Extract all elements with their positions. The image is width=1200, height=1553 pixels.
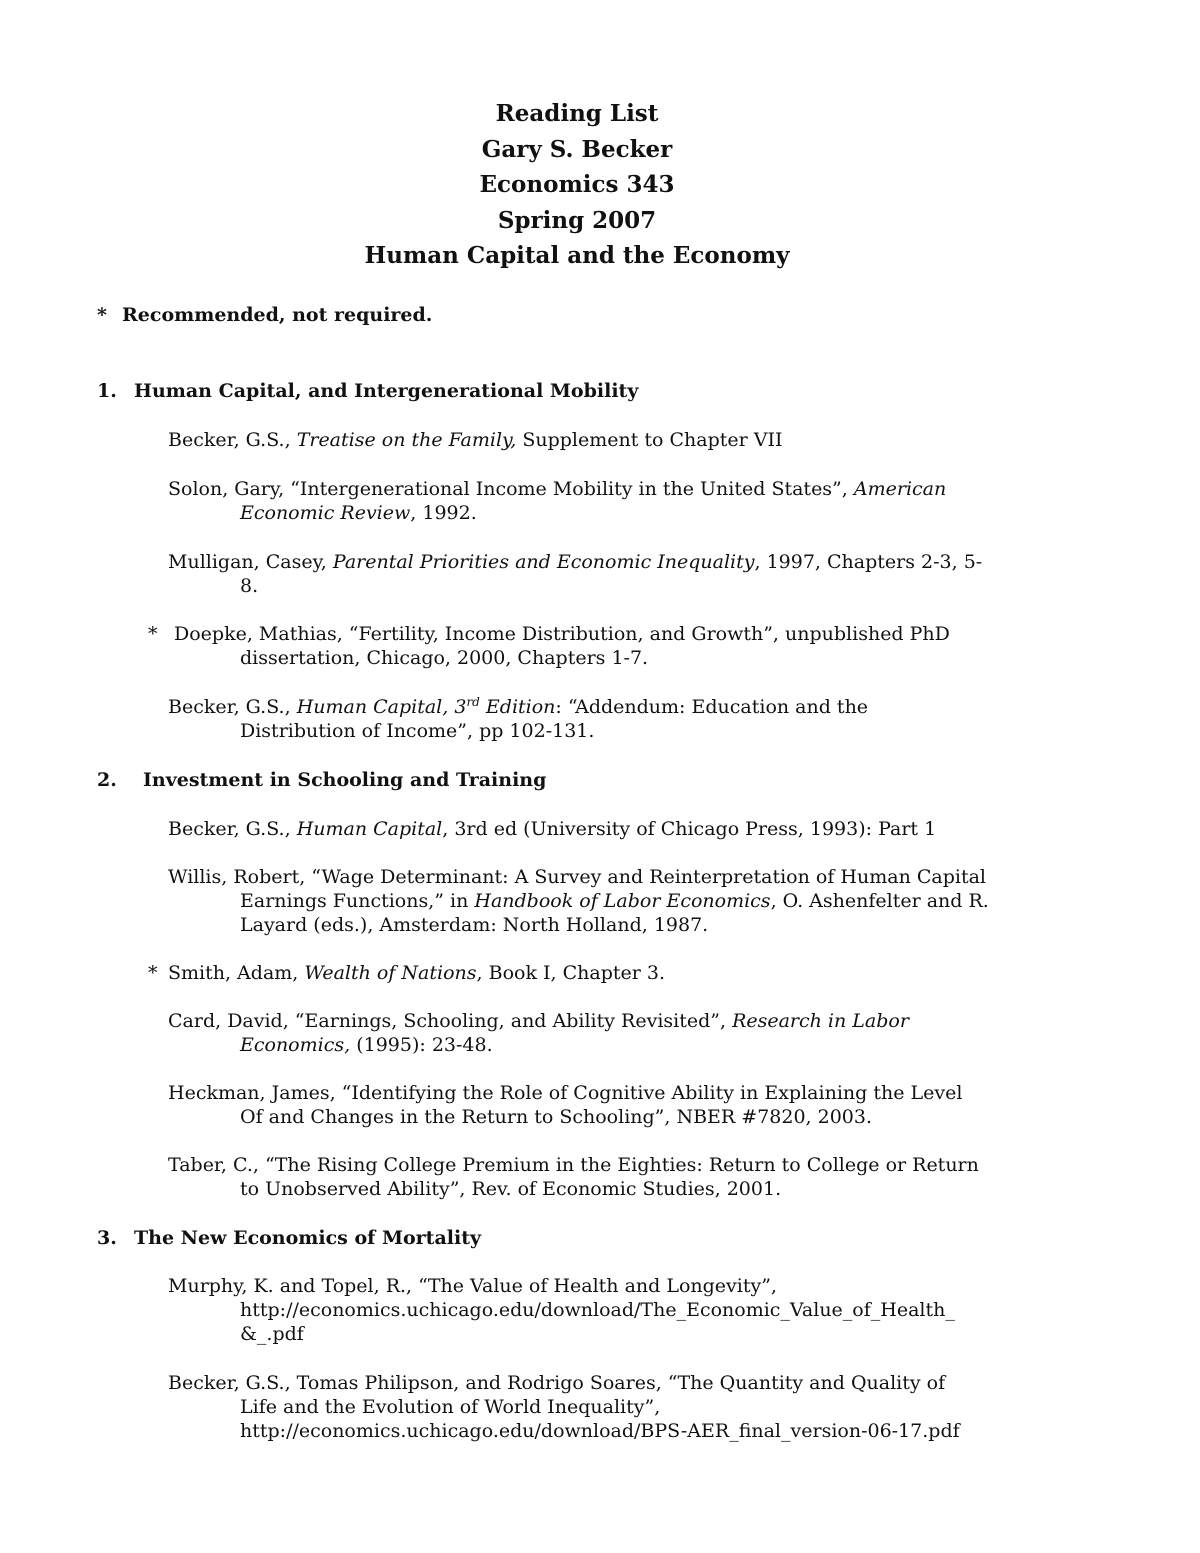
entry-author: Smith, Adam, bbox=[168, 962, 299, 984]
header-course: Economics 343 bbox=[479, 171, 675, 198]
entry-details: Distribution of Income”, pp 102-131. bbox=[240, 720, 595, 742]
entry-author: Becker, G.S., bbox=[168, 429, 291, 451]
entry-text: Earnings Functions,” in bbox=[240, 890, 469, 912]
entry-details: Supplement to Chapter VII bbox=[522, 429, 783, 451]
section-number: 1. bbox=[97, 380, 117, 402]
entry-text: Willis, Robert, “Wage Determinant: A Survey and Reinterpretation of Human Capital bbox=[168, 866, 986, 888]
entry-text: Layard (eds.), Amsterdam: North Holland, 1987. bbox=[240, 914, 709, 936]
entry-url: http://economics.uchicago.edu/download/BPS-AER_final_version-06-17.pdf bbox=[240, 1420, 960, 1442]
entry-details: : “Addendum: Education and the bbox=[555, 696, 869, 718]
entry-text: Of and Changes in the Return to Schooling”, NBER #7820, 2003. bbox=[240, 1106, 873, 1128]
reading-entry bbox=[168, 1371, 960, 1443]
entry-details: , 1997, Chapters 2-3, 5- bbox=[754, 551, 983, 573]
entry-author: Solon, Gary, bbox=[168, 478, 285, 500]
entry-text: Murphy, K. and Topel, R., “The Value of Health and Longevity”, bbox=[168, 1275, 777, 1297]
entry-details: (1995): 23-48. bbox=[356, 1034, 493, 1056]
entry-title: Wealth of Nations bbox=[304, 962, 477, 984]
section-number: 2. bbox=[97, 769, 117, 791]
entry-text: to Unobserved Ability”, Rev. of Economic Studies, 2001. bbox=[240, 1178, 782, 1200]
entry-text: Becker, G.S., Tomas Philipson, and Rodrigo Soares, “The Quantity and Quality of bbox=[168, 1372, 946, 1394]
reading-entry bbox=[174, 622, 950, 670]
header-subtitle: Human Capital and the Economy bbox=[364, 242, 790, 269]
reading-entry bbox=[168, 865, 989, 937]
header-author: Gary S. Becker bbox=[481, 135, 673, 163]
entry-author: Becker, G.S., bbox=[168, 818, 291, 840]
entry-title: Handbook of Labor Economics bbox=[474, 890, 771, 912]
entry-text: Heckman, James, “Identifying the Role of Cognitive Ability in Explaining the Level bbox=[168, 1082, 963, 1104]
entry-details: , O. Ashenfelter and R. bbox=[770, 890, 989, 912]
entry-title: Human Capital bbox=[296, 818, 443, 840]
note-star: * bbox=[97, 304, 107, 326]
entry-url: &_.pdf bbox=[240, 1323, 304, 1345]
entry-text: Doepke, Mathias, “Fertility, Income Distribution, and Growth”, unpublished PhD bbox=[174, 623, 950, 645]
entry-author: Mulligan, Casey, bbox=[168, 551, 327, 573]
reading-entry bbox=[168, 817, 936, 841]
reading-entry bbox=[168, 1153, 979, 1201]
entry-text: dissertation, Chicago, 2000, Chapters 1-7. bbox=[240, 647, 649, 669]
section-title: The New Economics of Mortality bbox=[134, 1227, 482, 1249]
entry-text: Life and the Evolution of World Inequality”, bbox=[240, 1396, 661, 1418]
entry-details: , Book I, Chapter 3. bbox=[476, 962, 665, 984]
entry-title: Parental Priorities and Economic Inequality bbox=[332, 551, 755, 573]
entry-details: 8. bbox=[240, 575, 259, 597]
reading-entry bbox=[168, 1009, 909, 1057]
entry-url: http://economics.uchicago.edu/download/The_Economic_Value_of_Health_ bbox=[240, 1299, 955, 1321]
section-number: 3. bbox=[97, 1227, 117, 1249]
entry-details: , 1992. bbox=[410, 502, 477, 524]
entry-text: Card, David, “Earnings, Schooling, and Ability Revisited”, bbox=[168, 1010, 727, 1032]
recommended-star: * bbox=[148, 623, 158, 645]
reading-entry bbox=[168, 1081, 962, 1129]
document-header bbox=[0, 96, 1154, 274]
reading-entry bbox=[168, 695, 868, 743]
entry-journal: American bbox=[853, 478, 947, 500]
entry-article: “Intergenerational Income Mobility in the United States”, bbox=[290, 478, 848, 500]
recommended-star: * bbox=[148, 962, 158, 984]
entry-title: Edition bbox=[485, 696, 556, 718]
reading-entry bbox=[168, 428, 783, 452]
entry-details: , 3rd ed (University of Chicago Press, 1993): Part 1 bbox=[442, 818, 937, 840]
reading-entry bbox=[168, 550, 982, 598]
entry-title: Human Capital, 3 bbox=[296, 696, 467, 718]
section-title: Human Capital, and Intergenerational Mobility bbox=[134, 380, 639, 402]
entry-journal: Economic Review bbox=[240, 502, 411, 524]
entry-title: Treatise on the Family, bbox=[296, 429, 517, 451]
note-text: Recommended, not required. bbox=[122, 304, 433, 326]
header-term: Spring 2007 bbox=[497, 206, 657, 234]
recommended-note bbox=[97, 304, 432, 326]
reading-entry bbox=[168, 1274, 955, 1346]
entry-journal: Economics, bbox=[240, 1034, 351, 1056]
entry-text: Taber, C., “The Rising College Premium in the Eighties: Return to College or Return bbox=[168, 1154, 979, 1176]
entry-author: Becker, G.S., bbox=[168, 696, 291, 718]
reading-entry bbox=[168, 477, 946, 525]
entry-superscript: rd bbox=[466, 695, 480, 709]
reading-entry bbox=[168, 961, 665, 985]
section-title: Investment in Schooling and Training bbox=[143, 769, 547, 791]
entry-journal: Research in Labor bbox=[732, 1010, 909, 1032]
header-title: Reading List bbox=[495, 100, 659, 127]
